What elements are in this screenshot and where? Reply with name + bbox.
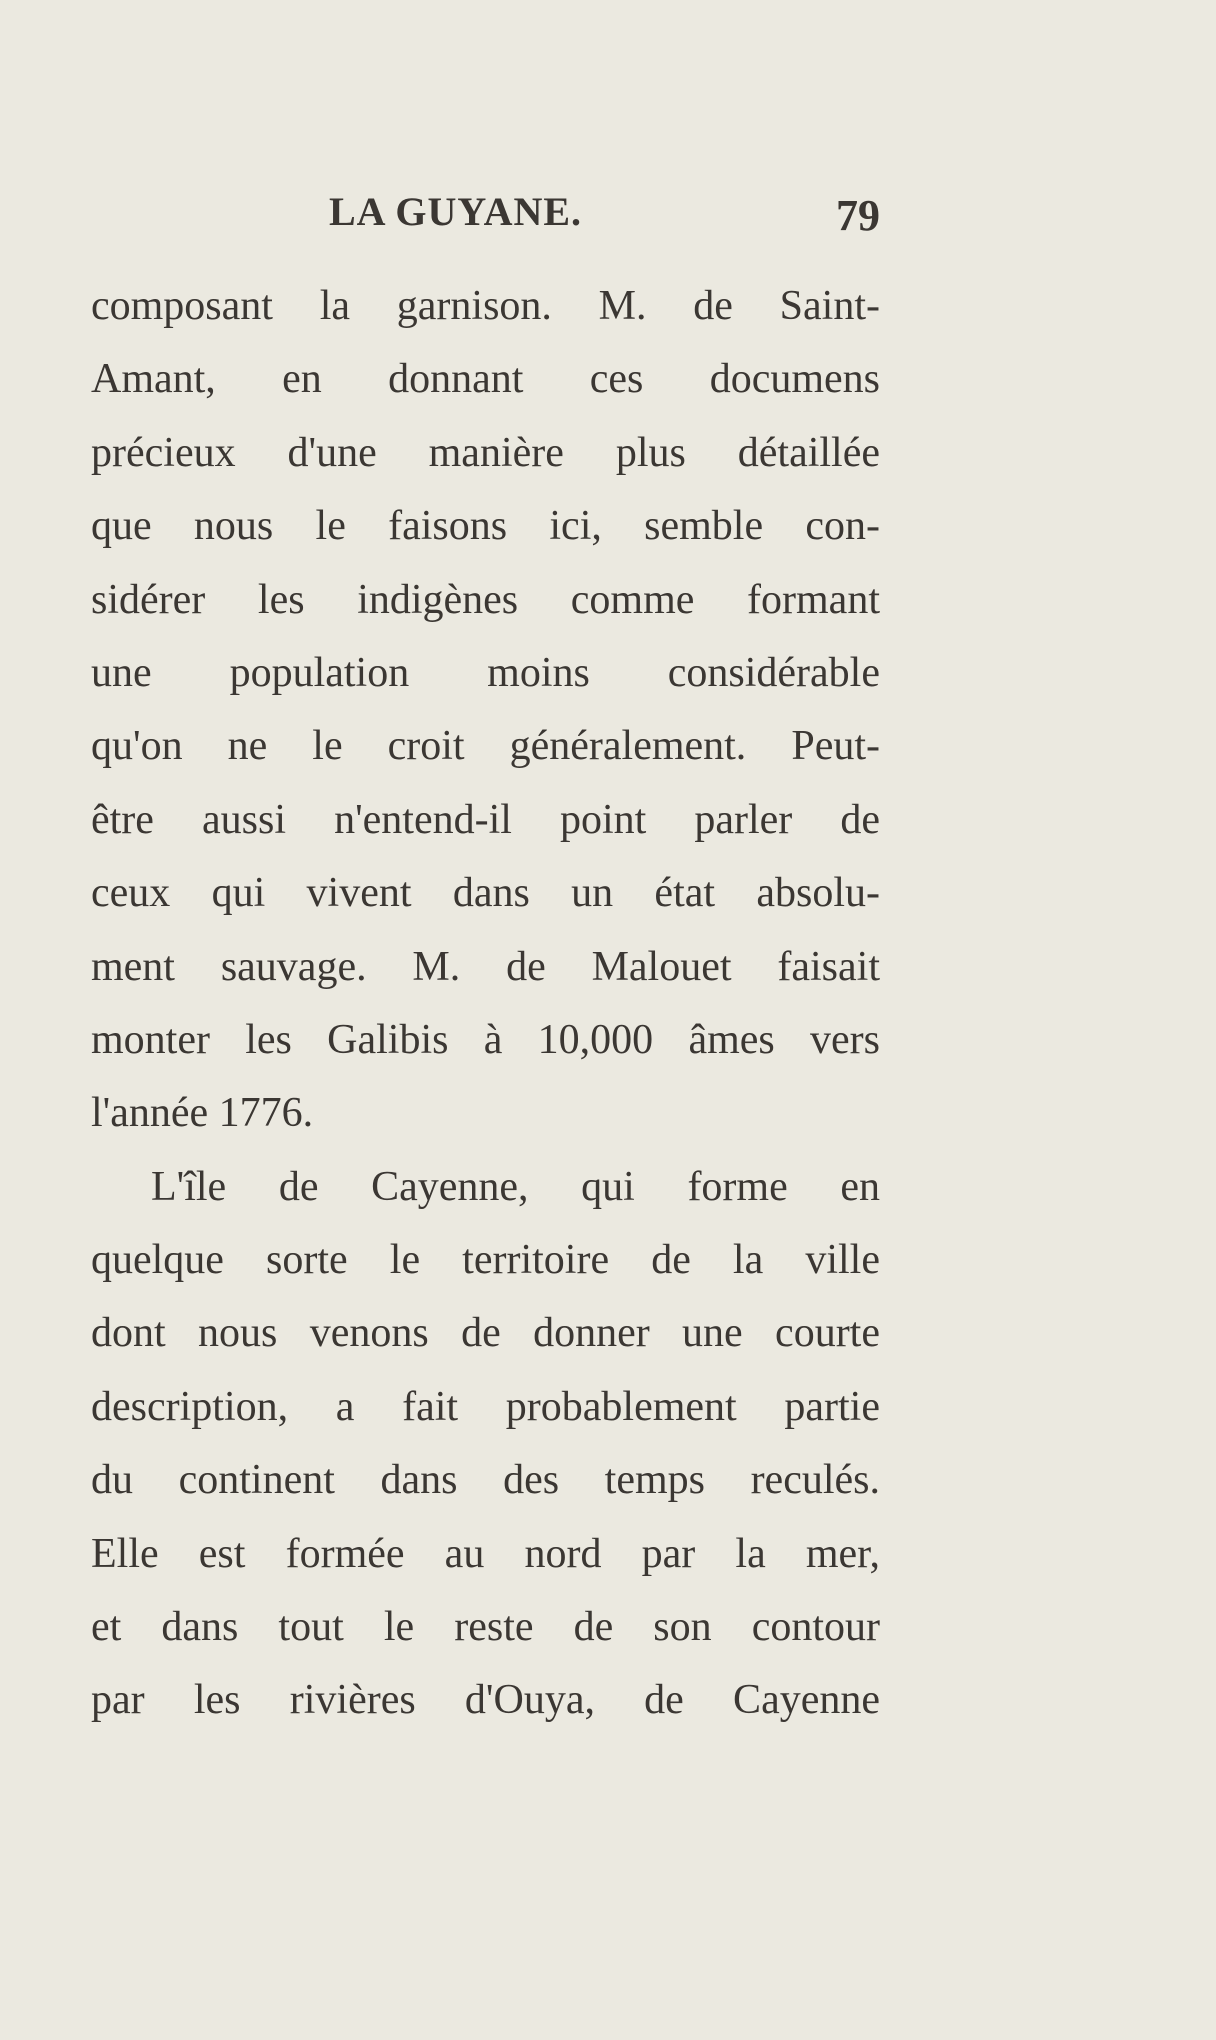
text-line: qu'on ne le croit généralement. Peut- [91, 723, 880, 770]
text-line: Elle est formée au nord par la mer, [91, 1530, 880, 1577]
text-line: monter les Galibis à 10,000 âmes vers [91, 1016, 880, 1063]
text-line: du continent dans des temps reculés. [91, 1457, 880, 1504]
page-header [91, 188, 880, 248]
page-body [91, 270, 880, 1738]
paragraph [91, 270, 880, 1151]
text-line: par les rivières d'Ouya, de Cayenne [91, 1677, 880, 1724]
paragraph [91, 1151, 880, 1738]
text-line: description, a fait probablement partie [91, 1383, 880, 1430]
text-line: l'année 1776. [91, 1090, 314, 1137]
text-line: Amant, en donnant ces documens [91, 356, 880, 403]
text-line: et dans tout le reste de son contour [91, 1604, 880, 1651]
page-number: 79 [836, 191, 880, 240]
text-line: ceux qui vivent dans un état absolu- [91, 870, 880, 917]
text-line: que nous le faisons ici, semble con- [91, 503, 880, 550]
text-line: composant la garnison. M. de Saint- [91, 283, 880, 329]
text-line: dont nous venons de donner une courte [91, 1310, 880, 1357]
text-line: précieux d'une manière plus détaillée [91, 429, 880, 476]
text-line: L'île de Cayenne, qui forme en [151, 1163, 880, 1210]
text-line: quelque sorte le territoire de la ville [91, 1237, 880, 1284]
text-line: sidérer les indigènes comme formant [91, 576, 880, 623]
text-line: une population moins considérable [91, 649, 880, 696]
running-title: LA GUYANE. [329, 189, 583, 234]
text-line: ment sauvage. M. de Malouet faisait [91, 943, 880, 990]
text-line: être aussi n'entend-il point parler de [91, 796, 880, 843]
